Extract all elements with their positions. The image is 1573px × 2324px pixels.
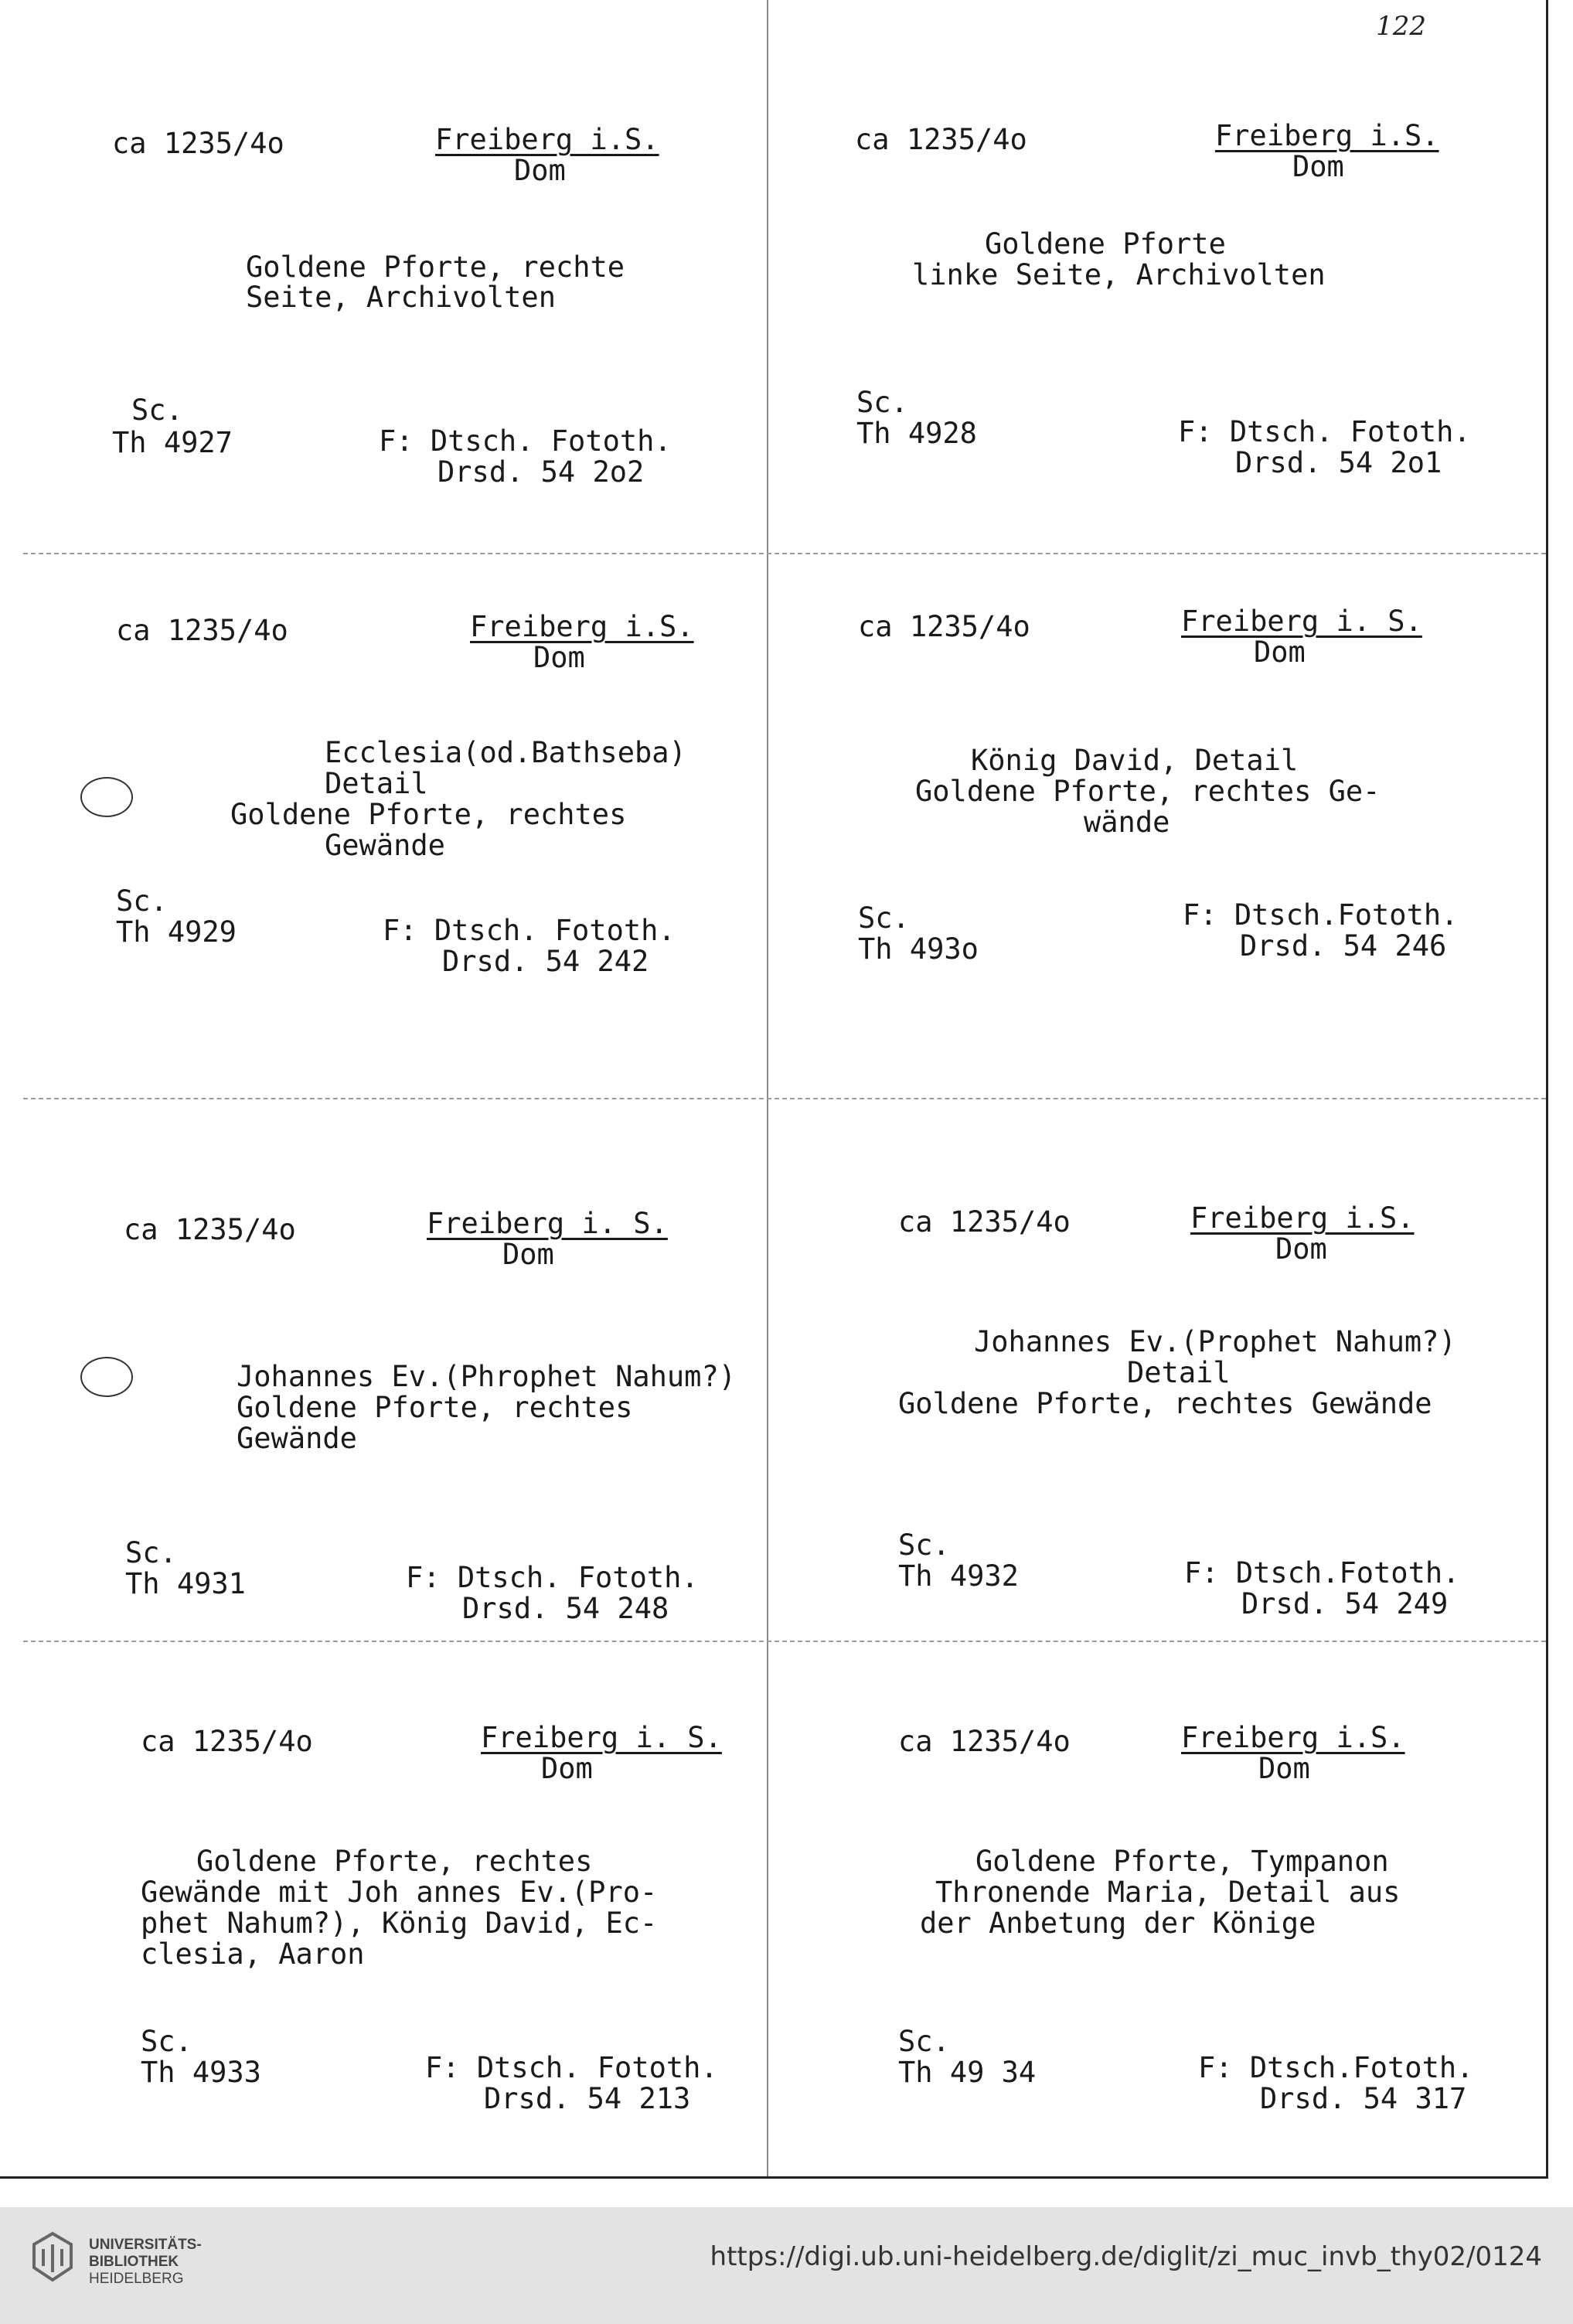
card-inventory: Th 4927 <box>112 426 233 459</box>
footer-bar <box>0 2207 1573 2324</box>
card-desc-line: Thronende Maria, Detail aus <box>935 1876 1401 1909</box>
card-photo-number: Drsd. 54 246 <box>1240 929 1447 963</box>
card-desc-line: Goldene Pforte, rechtes Gewände <box>898 1387 1432 1420</box>
card-desc-line: Detail <box>325 767 428 800</box>
library-name-line: HEIDELBERG <box>89 2271 184 2287</box>
card-photo-source: F: Dtsch. Fototh. <box>425 2051 718 2084</box>
library-logo-icon <box>29 2230 76 2285</box>
card-desc-line: Johannes Ev.(Prophet Nahum?) <box>974 1325 1456 1358</box>
catalog-card <box>0 0 767 553</box>
card-place: Freiberg i.S. <box>470 610 694 643</box>
catalog-card <box>767 553 1546 1098</box>
card-inventory: Th 49 34 <box>898 2056 1037 2089</box>
card-date: ca 1235/4o <box>116 614 288 647</box>
card-date: ca 1235/4o <box>898 1725 1071 1758</box>
card-sc: Sc. <box>141 2025 192 2058</box>
card-date: ca 1235/4o <box>124 1213 296 1246</box>
card-desc-line: Goldene Pforte, rechtes <box>230 798 627 831</box>
card-photo-source: F: Dtsch.Fototh. <box>1184 1556 1460 1590</box>
card-desc-line: König David, Detail <box>971 744 1299 777</box>
library-name-line: BIBLIOTHEK <box>89 2254 179 2270</box>
card-photo-number: Drsd. 54 213 <box>484 2082 691 2115</box>
card-subplace: Dom <box>1275 1232 1327 1266</box>
catalog-card <box>0 1641 767 2176</box>
card-desc-line: Gewände mit Joh annes Ev.(Pro- <box>141 1876 658 1909</box>
card-inventory: Th 4929 <box>116 915 237 949</box>
card-date: ca 1235/4o <box>855 123 1027 156</box>
card-sc: Sc. <box>125 1536 177 1569</box>
card-desc-line: Johannes Ev.(Phrophet Nahum?) <box>237 1360 737 1393</box>
card-photo-source: F: Dtsch.Fototh. <box>1183 898 1459 932</box>
card-desc-line: Gewände <box>325 829 445 862</box>
card-sc: Sc. <box>131 394 183 427</box>
page-number: 122 <box>1376 11 1426 42</box>
card-subplace: Dom <box>514 154 566 187</box>
card-desc-line: Goldene Pforte, rechte <box>246 250 625 284</box>
card-place: Freiberg i.S. <box>1215 119 1439 152</box>
card-place: Freiberg i.S. <box>1190 1201 1415 1235</box>
card-desc-line: Ecclesia(od.Bathseba) <box>325 736 686 769</box>
card-place: Freiberg i. S. <box>481 1721 722 1754</box>
card-date: ca 1235/4o <box>858 610 1030 643</box>
card-desc-line: Goldene Pforte, rechtes Ge- <box>915 775 1381 808</box>
card-desc-line: Goldene Pforte, rechtes <box>237 1391 633 1424</box>
card-date: ca 1235/4o <box>141 1725 313 1758</box>
catalog-card <box>767 1641 1546 2176</box>
card-desc-line: Detail <box>1127 1356 1231 1389</box>
card-photo-source: F: Dtsch. Fototh. <box>383 914 676 947</box>
card-photo-source: F: Dtsch. Fototh. <box>406 1561 699 1594</box>
card-desc-line: linke Seite, Archivolten <box>912 258 1326 291</box>
card-place: Freiberg i. S. <box>427 1207 668 1240</box>
card-photo-number: Drsd. 54 242 <box>442 945 649 978</box>
card-photo-number: Drsd. 54 2o1 <box>1235 446 1442 479</box>
card-subplace: Dom <box>1254 636 1306 669</box>
catalog-card <box>767 1098 1546 1641</box>
card-desc-line: clesia, Aaron <box>141 1937 365 1971</box>
card-desc-line: Goldene Pforte, Tympanon <box>975 1845 1389 1878</box>
card-photo-number: Drsd. 54 249 <box>1241 1587 1449 1620</box>
card-desc-line: Seite, Archivolten <box>246 281 556 314</box>
card-subplace: Dom <box>541 1752 593 1785</box>
card-date: ca 1235/4o <box>898 1205 1071 1239</box>
catalog-card <box>0 1098 767 1641</box>
card-photo-number: Drsd. 54 317 <box>1260 2082 1467 2115</box>
card-inventory: Th 4931 <box>125 1567 246 1600</box>
card-desc-line: der Anbetung der Könige <box>920 1907 1316 1940</box>
card-inventory: Th 4928 <box>856 417 977 450</box>
card-place: Freiberg i.S. <box>435 123 659 156</box>
card-inventory: Th 4932 <box>898 1559 1019 1593</box>
card-subplace: Dom <box>1292 150 1344 183</box>
library-name <box>89 2237 202 2288</box>
card-sc: Sc. <box>116 884 168 918</box>
card-sc: Sc. <box>898 1528 950 1562</box>
library-name-line: UNIVERSITÄTS- <box>89 2237 202 2253</box>
card-subplace: Dom <box>533 641 585 674</box>
card-desc-line: Goldene Pforte <box>985 227 1226 261</box>
card-subplace: Dom <box>502 1238 554 1271</box>
card-place: Freiberg i.S. <box>1181 1721 1405 1754</box>
card-subplace: Dom <box>1258 1752 1310 1785</box>
card-photo-source: F: Dtsch. Fototh. <box>1178 415 1471 448</box>
card-desc-line: Goldene Pforte, rechtes <box>196 1845 593 1878</box>
card-photo-number: Drsd. 54 248 <box>462 1592 669 1625</box>
card-place: Freiberg i. S. <box>1181 605 1422 638</box>
card-sc: Sc. <box>898 2025 950 2058</box>
card-photo-number: Drsd. 54 2o2 <box>438 455 645 489</box>
card-desc-line: wände <box>1084 806 1170 839</box>
catalog-card <box>767 0 1546 553</box>
card-date: ca 1235/4o <box>112 127 284 160</box>
card-sc: Sc. <box>856 386 908 419</box>
card-desc-line: phet Nahum?), König David, Ec- <box>141 1907 658 1940</box>
card-desc-line: Gewände <box>237 1422 357 1455</box>
card-photo-source: F: Dtsch. Fototh. <box>379 424 672 458</box>
catalog-card <box>0 553 767 1098</box>
card-sc: Sc. <box>858 901 910 935</box>
card-photo-source: F: Dtsch.Fototh. <box>1198 2051 1474 2084</box>
card-inventory: Th 4933 <box>141 2056 261 2089</box>
source-url[interactable]: https://digi.ub.uni-heidelberg.de/diglit/zi_muc_invb_thy02/0124 <box>710 2241 1542 2272</box>
card-inventory: Th 493o <box>858 932 979 966</box>
